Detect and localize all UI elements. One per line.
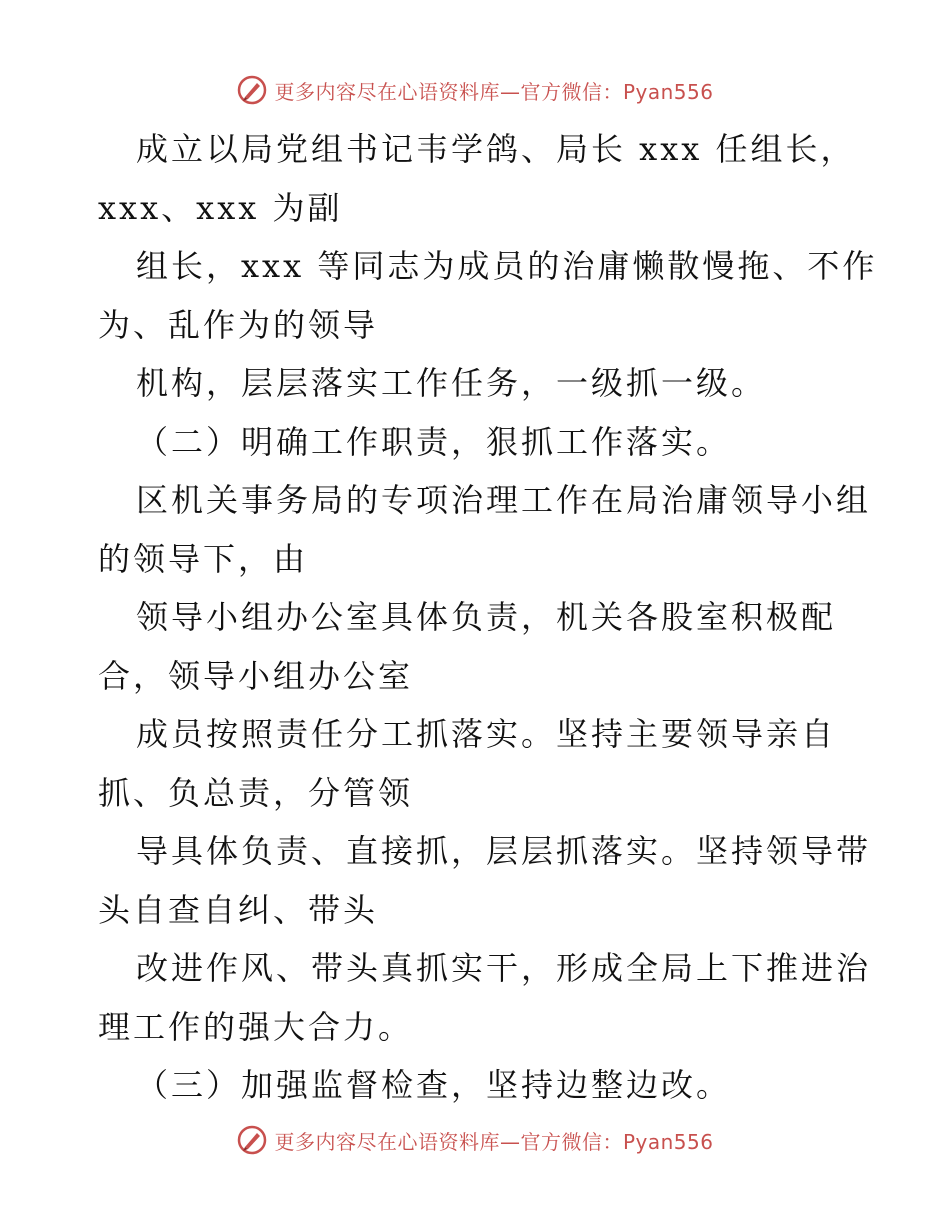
text-line: 改进作风、带头真抓实干，形成全局上下推进治 [136, 949, 872, 987]
text-line: 组长，xxx 等同志为成员的治庸懒散慢拖、不作 [136, 247, 878, 285]
footer-banner-text: 更多内容尽在心语资料库—官方微信：Pyan556 [274, 1129, 714, 1154]
section-heading: （三）加强监督检查，坚持边整边改。 [136, 1066, 732, 1104]
text-line: 抓、负总责，分管领 [98, 773, 414, 812]
text-line: 的领导下，由 [98, 539, 309, 578]
text-line: 区机关事务局的专项治理工作在局治庸领导小组 [136, 481, 872, 519]
text-line: 领导小组办公室具体负责，机关各股室积极配 [136, 598, 837, 636]
text-line: 导具体负责、直接抓，层层抓落实。坚持领导带 [136, 832, 872, 870]
document-body [98, 120, 878, 1115]
text-line: 成立以局党组书记韦学鸽、局长 xxx 任组长， [136, 130, 856, 168]
text-line: 成员按照责任分工抓落实。坚持主要领导亲自 [136, 715, 837, 753]
text-line: 机构，层层落实工作任务，一级抓一级。 [136, 364, 767, 402]
text-line: 理工作的强大合力。 [98, 1007, 414, 1046]
pen-logo-icon [236, 1124, 268, 1156]
text-line: 为、乱作为的领导 [98, 305, 379, 344]
text-line: xxx、xxx 为副 [98, 188, 343, 227]
text-line: 合，领导小组办公室 [98, 656, 414, 695]
header-banner [0, 70, 950, 110]
pen-logo-icon [236, 74, 268, 106]
section-heading: （二）明确工作职责，狠抓工作落实。 [136, 422, 732, 461]
header-banner-text: 更多内容尽在心语资料库—官方微信：Pyan556 [274, 79, 714, 104]
footer-banner [0, 1120, 950, 1160]
text-line: 头自查自纠、带头 [98, 890, 379, 929]
